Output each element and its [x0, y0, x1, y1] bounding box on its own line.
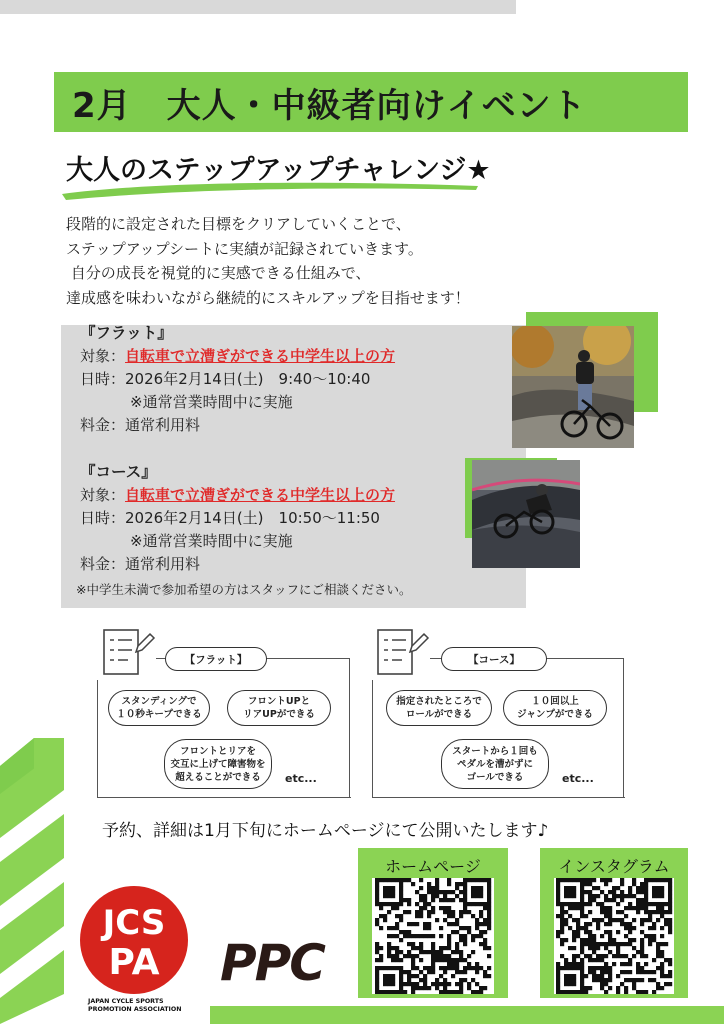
- flat-fee-value: 通常利用料: [125, 416, 201, 434]
- jcspa-logo-text-bottom: PA: [108, 942, 160, 983]
- homepage-qr-card[interactable]: [358, 848, 508, 998]
- fee-label: 料金：: [80, 416, 126, 434]
- target-label: 対象：: [80, 347, 126, 365]
- flat-target-row: [80, 345, 395, 368]
- jcspa-caption: [88, 998, 182, 1014]
- flat-goal-2: フロントUPと リアUPができる: [227, 690, 331, 726]
- flat-goal-1: スタンディングで １０秒キープできる: [108, 690, 210, 726]
- intro-line: 自分の成長を視覚的に実感できる仕組みで、: [66, 264, 371, 282]
- rider-photo-course: [472, 460, 580, 568]
- junior-note: ※中学生未満で参加希望の方はスタッフにご相談ください。: [76, 582, 412, 597]
- course-fee-row: [80, 553, 395, 576]
- flat-date-row: [80, 368, 395, 391]
- flat-goal-3: フロントとリアを 交互に上げて障害物を 超えることができる: [164, 739, 272, 789]
- flat-etc: etc...: [285, 772, 317, 785]
- intro-line: ステップアップシートに実績が記録されていきます。: [66, 239, 423, 258]
- qr-code-icon: [554, 878, 674, 994]
- course-date-row: [80, 507, 395, 530]
- checklist-icon: [100, 626, 156, 678]
- course-goal-1: 指定されたところで ロールができる: [386, 690, 492, 726]
- course-date-note: ※通常営業時間中に実施: [130, 532, 293, 550]
- target-label: 対象：: [80, 486, 126, 504]
- ppc-logo-text: PPC: [220, 934, 324, 990]
- top-gray-bar: [0, 0, 516, 14]
- instagram-qr-title: インスタグラム: [558, 857, 670, 876]
- course-etc: etc...: [562, 772, 594, 785]
- flat-target-value: 自転車で立漕ぎができる中学生以上の方: [125, 347, 396, 365]
- flat-chart-label: 【フラット】: [165, 647, 267, 671]
- course-fee-value: 通常利用料: [125, 555, 201, 573]
- instagram-qr-card[interactable]: [540, 848, 688, 998]
- date-label: 日時：: [80, 370, 126, 388]
- intro-line: 達成感を味わいながら継続的にスキルアップを目指せます！: [66, 288, 470, 307]
- flat-details: [80, 322, 395, 437]
- instagram-qr-code[interactable]: [554, 878, 674, 994]
- flat-date-value: 2026年2月14日(土) 9:40～10:40: [125, 370, 371, 388]
- course-target-value: 自転車で立漕ぎができる中学生以上の方: [125, 486, 396, 504]
- date-label: 日時：: [80, 509, 126, 527]
- course-details: [80, 461, 395, 576]
- flat-heading: 『フラット』: [80, 324, 173, 342]
- chart-line: [97, 680, 98, 798]
- course-heading: 『コース』: [80, 463, 157, 481]
- rider-photo-flat: [512, 326, 634, 448]
- ppc-logo: [216, 930, 338, 990]
- chart-line: [349, 658, 350, 798]
- jcspa-logo: [78, 884, 190, 996]
- chart-line: [623, 658, 624, 798]
- intro-text: [66, 212, 470, 310]
- page-subtitle: 大人のステップアップチャレンジ★: [66, 155, 491, 186]
- chevron-decoration: [0, 738, 70, 1024]
- jcspa-logo-text-top: JCS: [102, 903, 166, 943]
- jcspa-caption-line: JAPAN CYCLE SPORTS: [88, 998, 164, 1005]
- checklist-icon: [374, 626, 430, 678]
- chart-line: [372, 680, 373, 798]
- reservation-notice: 予約、詳細は1月下旬にホームページにて公開いたします♪: [102, 821, 549, 841]
- course-goal-3: スタートから１回も ペダルを漕がずに ゴールできる: [441, 739, 549, 789]
- chart-line: [372, 797, 625, 798]
- homepage-qr-code[interactable]: [372, 878, 494, 994]
- course-chart-label: 【コース】: [441, 647, 547, 671]
- page-title: 2月 大人・中級者向けイベント: [72, 86, 587, 126]
- jcspa-caption-line: PROMOTION ASSOCIATION: [88, 1006, 182, 1013]
- course-goal-2: １０回以上 ジャンプができる: [503, 690, 607, 726]
- flat-fee-row: [80, 414, 395, 437]
- bottom-green-bar: [210, 1006, 724, 1024]
- intro-line: 段階的に設定された目標をクリアしていくことで、: [66, 215, 411, 233]
- course-target-row: [80, 484, 395, 507]
- flat-date-note: ※通常営業時間中に実施: [130, 393, 293, 411]
- qr-code-icon: [372, 878, 494, 994]
- homepage-qr-title: ホームページ: [385, 857, 481, 876]
- fee-label: 料金：: [80, 555, 126, 573]
- course-date-value: 2026年2月14日(土) 10:50～11:50: [125, 509, 380, 527]
- chart-line: [97, 797, 351, 798]
